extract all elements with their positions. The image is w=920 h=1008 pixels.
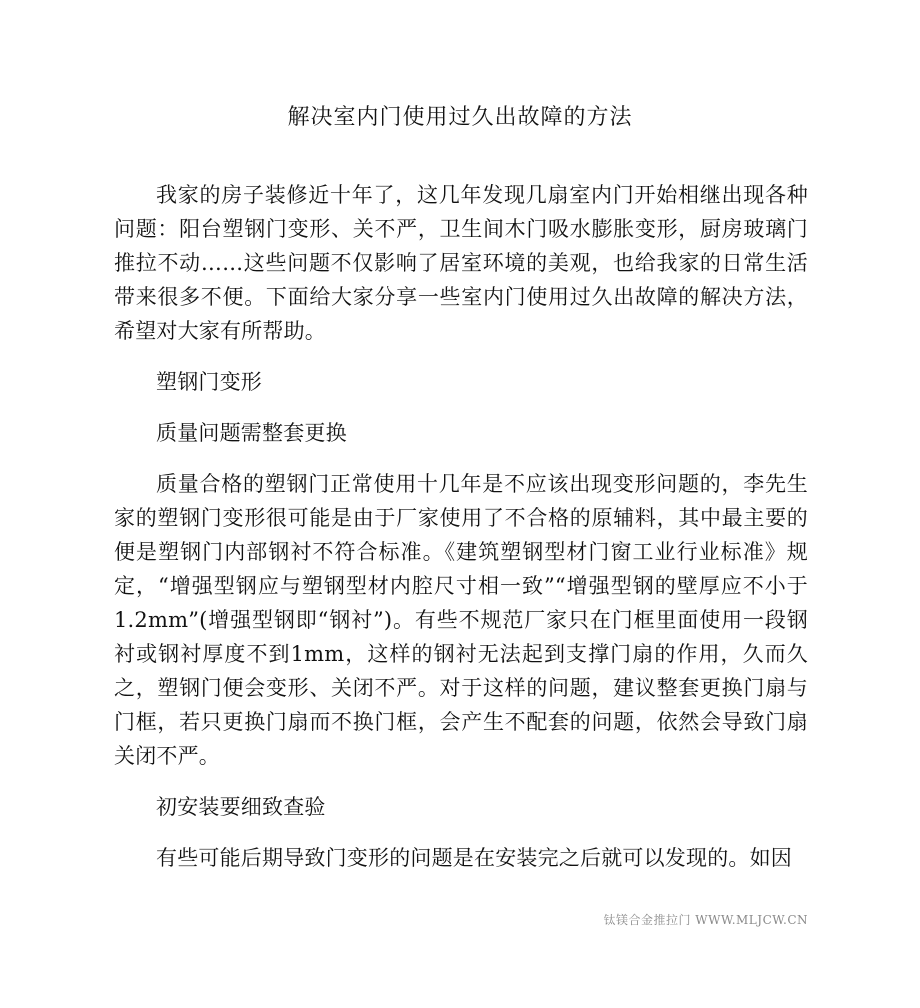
document-title: 解决室内门使用过久出故障的方法 — [287, 105, 633, 130]
section-heading: 塑钢门变形 — [156, 370, 262, 394]
body-paragraph: 质量合格的塑钢门正常使用十几年是不应该出现变形问题的，李先生家的塑钢门变形很可能是由于厂家使用了不合格的原辅料，其中最主要的便是塑钢门内部钢衬不符合标准。《建筑塑钢型材门窗工业行业标准》规定，“增强型钢应与塑钢型材内腔尺寸相一致”“增强型钢的壁厚应不小于1.2mm”(增强型钢即“钢衬”)。有些不规范厂家只在门框里面使用一段钢衬或钢衬厚度不到1mm，这样的钢衬无法起到支撑门扇的作用，久而久之，塑钢门便会变形、关闭不严。对于这样的问题，建议整套更换门扇与门框，若只更换门扇而不换门框，会产生不配套的问题，依然会导致门扇关闭不严。 — [114, 472, 808, 768]
footer-watermark: 钛镁合金推拉门 WWW.MLJCW.CN — [603, 913, 808, 927]
subsection-heading: 初安装要细致查验 — [156, 795, 326, 819]
body-paragraph: 有些可能后期导致门变形的问题是在安装完之后就可以发现的。如因 — [156, 846, 792, 870]
document-body — [114, 178, 808, 875]
intro-paragraph: 我家的房子装修近十年了，这几年发现几扇室内门开始相继出现各种问题：阳台塑钢门变形、关不严，卫生间木门吸水膨胀变形，厨房玻璃门推拉不动……这些问题不仅影响了居室环境的美观，也给我家的日常生活带来很多不便。下面给大家分享一些室内门使用过久出故障的解决方法，希望对大家有所帮助。 — [114, 183, 808, 343]
subsection-heading: 质量问题需整套更换 — [156, 421, 347, 445]
